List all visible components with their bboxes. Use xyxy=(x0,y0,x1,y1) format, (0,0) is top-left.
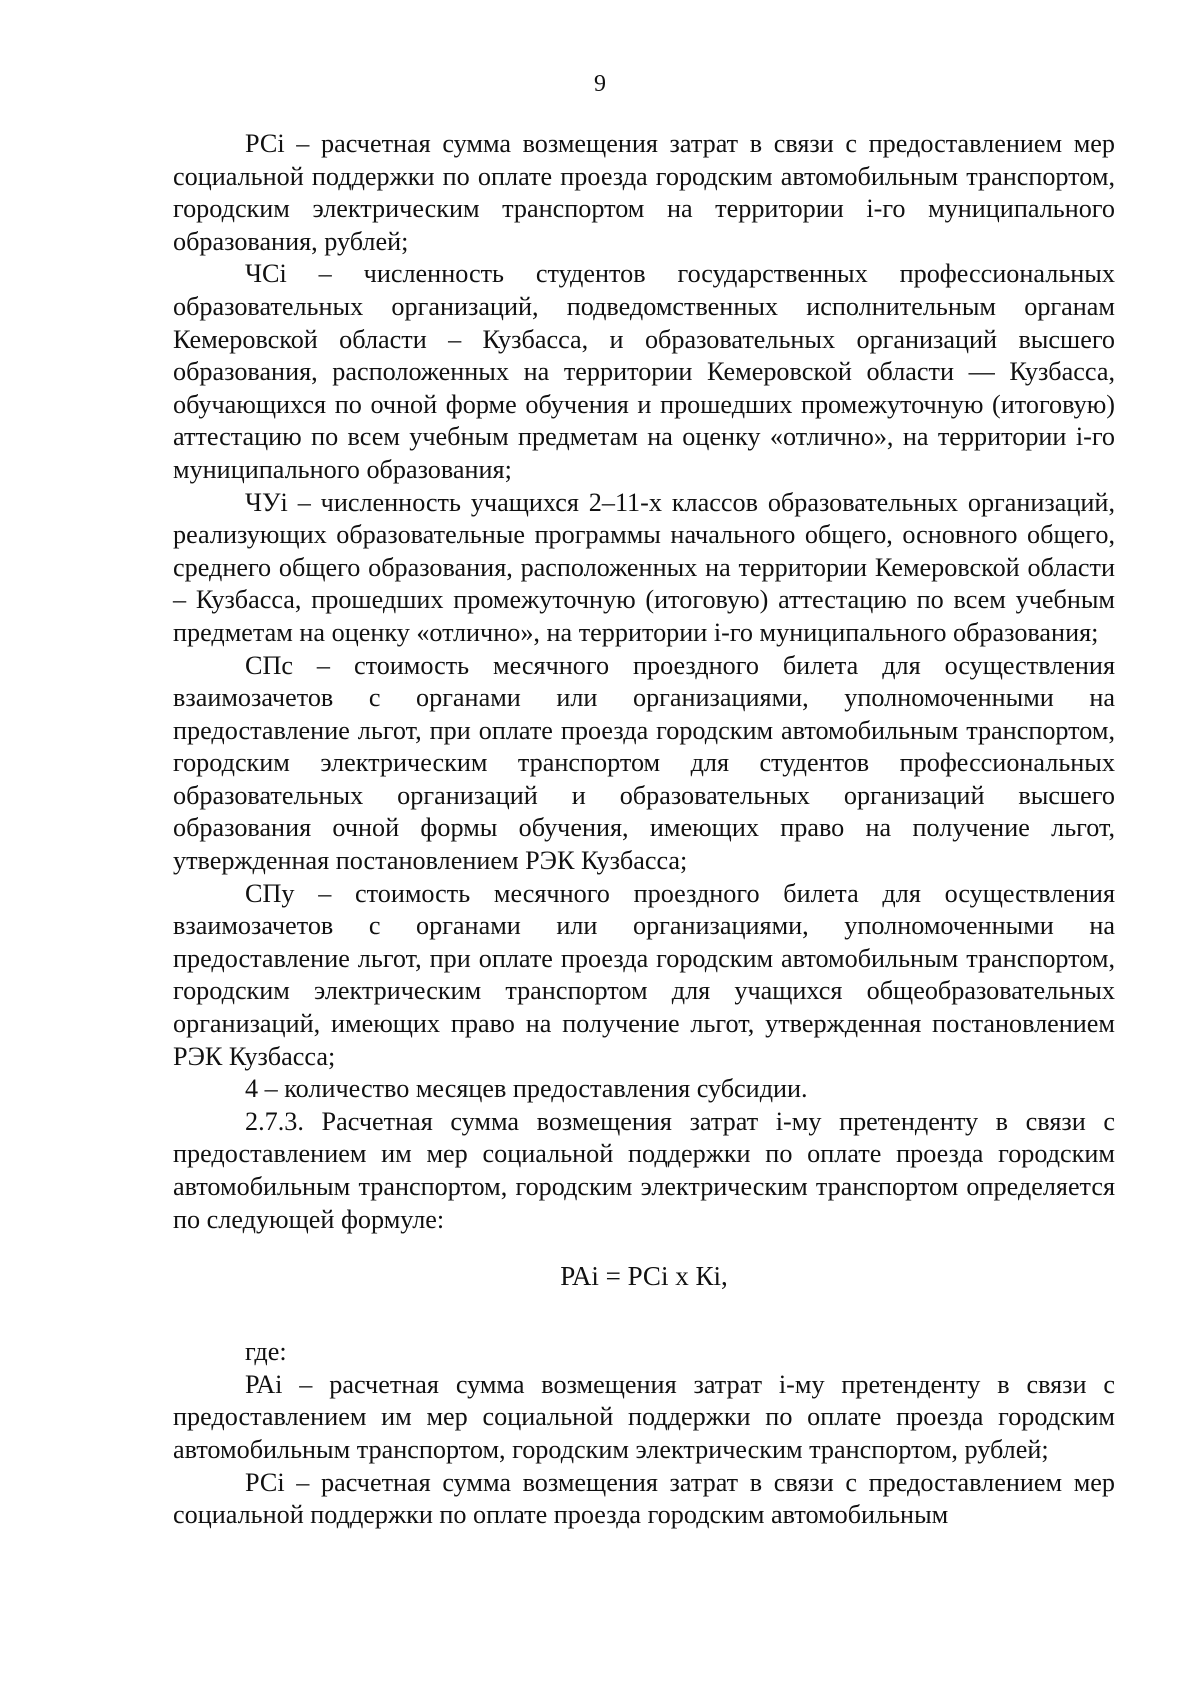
paragraph-months-definition: 4 – количество месяцев предоставления субсидии. xyxy=(245,1074,808,1104)
page-number: 9 xyxy=(594,71,606,97)
paragraph-chsi-definition: ЧСi – численность студентов государственных профессиональных образовательных организаций, подведомственных исполнительным органам Кемеровской области – Кузбасса, и образовательных организаций высшего образования, расположенных на территории Кемеровской области — Кузбасса, обучающихся по очной форме обучения и прошедших промежуточную (итоговую) аттестацию по всем учебным предметам на оценку «отлично», на территории i-го муниципального образования; xyxy=(173,259,1115,484)
paragraph-section-2-7-3: 2.7.3. Расчетная сумма возмещения затрат i-му претенденту в связи с предоставлением им мер социальной поддержки по оплате проезда городским автомобильным транспортом, городским электрическим транспортом определяется по следующей формуле: xyxy=(173,1106,1115,1234)
formula: РАi = РСi х Кi, xyxy=(560,1261,728,1292)
paragraph-rci-definition: РСi – расчетная сумма возмещения затрат в связи с предоставлением мер социальной поддержки по оплате проезда городским автомобильным транспортом, городским электрическим транспортом на территории i-го муниципального образования, рублей; xyxy=(173,129,1115,256)
paragraph-rai-definition: РАi – расчетная сумма возмещения затрат i-му претенденту в связи с предоставлением им мер социальной поддержки по оплате проезда городским автомобильным транспортом, городским электрическим транспортом, рублей; xyxy=(173,1369,1115,1464)
paragraph-where: где: xyxy=(245,1337,287,1367)
paragraph-spu-definition: СПу – стоимость месячного проездного билета для осуществления взаимозачетов с органами или организациями, уполномоченными на предоставление льгот, при оплате проезда городским автомобильным транспортом, городским электрическим транспортом для учащихся общеобразовательных организаций, имеющих право на получение льгот, утвержденная постановлением РЭК Кузбасса; xyxy=(173,878,1115,1071)
paragraph-chui-definition: ЧУi – численность учащихся 2–11-х классов образовательных организаций, реализующих образовательные программы начального общего, основного общего, среднего общего образования, расположенных на территории Кемеровской области – Кузбасса, прошедших промежуточную (итоговую) аттестацию по всем учебным предметам на оценку «отлично», на территории i-го муниципального образования; xyxy=(173,487,1115,647)
document-body xyxy=(173,128,1115,1532)
paragraph-sps-definition: СПс – стоимость месячного проездного билета для осуществления взаимозачетов с органами или организациями, уполномоченными на предоставление льгот, при оплате проезда городским автомобильным транспортом, городским электрическим транспортом для студентов профессиональных образовательных организаций и образовательных организаций высшего образования очной формы обучения, имеющих право на получение льгот, утвержденная постановлением РЭК Кузбасса; xyxy=(173,650,1115,876)
paragraph-rci-definition-repeat: РСi – расчетная сумма возмещения затрат в связи с предоставлением мер социальной поддержки по оплате проезда городским автомобильным xyxy=(173,1467,1115,1530)
